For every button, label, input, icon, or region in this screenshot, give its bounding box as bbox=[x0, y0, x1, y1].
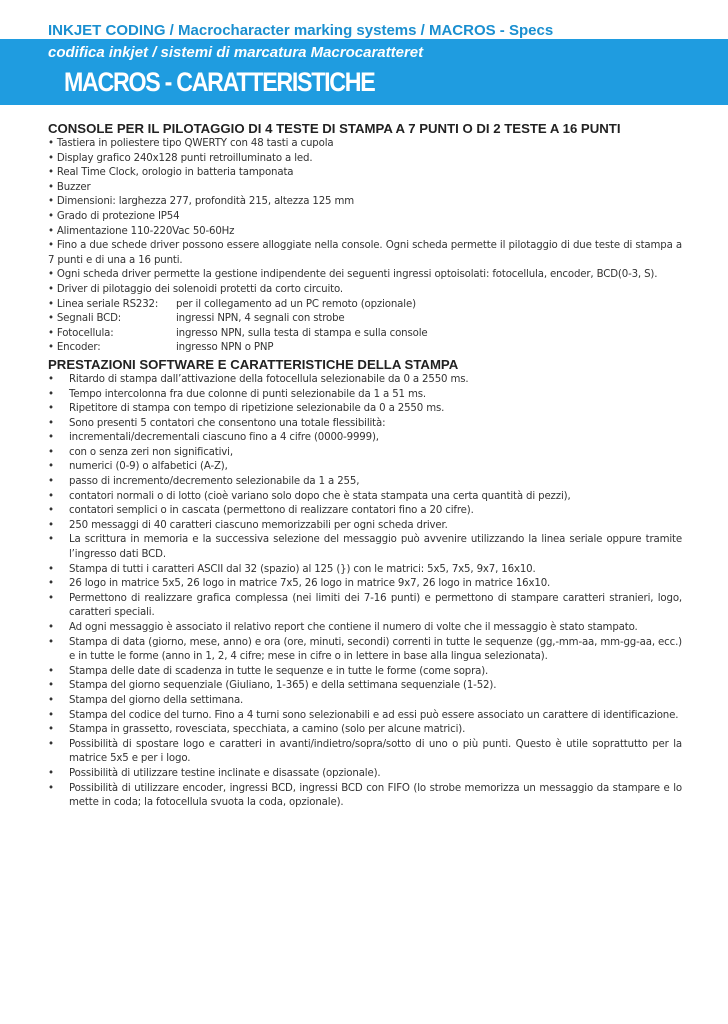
list-item: • Ogni scheda driver permette la gestione indipendente dei seguenti ingressi optoisolati: fotocellula, encoder, BCD(0-3, S). bbox=[48, 269, 658, 281]
list-item: • numerici (0-9) o alfabetici (A-Z), bbox=[48, 460, 682, 475]
list-item: • passo di incremento/decremento selezionabile da 1 a 255, bbox=[48, 475, 682, 490]
title-banner bbox=[0, 39, 728, 105]
list-item: • Driver di pilotaggio dei solenoidi protetti da corto circuito. bbox=[48, 283, 344, 295]
list-item: • contatori normali o di lotto (cioè variano solo dopo che è stata stampata una certa quantità di pezzi), bbox=[48, 490, 682, 505]
document-top-title: INKJET CODING / Macrocharacter marking systems / MACROS - Specs bbox=[48, 22, 554, 39]
banner-subtitle: codifica inkjet / sistemi di marcatura Macrocaratteret bbox=[48, 44, 424, 61]
list-item: • con o senza zeri non significativi, bbox=[48, 446, 682, 461]
list-item: • Stampa del giorno sequenziale (Giuliano, 1-365) e della settimana sequenziale (1-52). bbox=[48, 679, 682, 694]
list-item: • Ritardo di stampa dall’attivazione della fotocellula selezionabile da 0 a 2550 ms. bbox=[48, 373, 682, 388]
console-features-list bbox=[48, 137, 682, 356]
list-item: • La scrittura in memoria e la successiva selezione del messaggio può avvenire utilizzando la linea seriale oppure tramite l’ingresso dati BCD. bbox=[48, 533, 682, 562]
list-item: • Real Time Clock, orologio in batteria tamponata bbox=[48, 167, 294, 179]
list-item: • Grado di protezione IP54 bbox=[48, 210, 180, 222]
spec-row-bcd: • Segnali BCD: ingressi NPN, 4 segnali con strobe bbox=[48, 313, 345, 325]
section2-heading: PRESTAZIONI SOFTWARE E CARATTERISTICHE DELLA STAMPA bbox=[48, 356, 459, 372]
list-item: • Permettono di realizzare grafica complessa (nei limiti dei 7-16 punti) e permettono di stampare caratteri stranieri, logo, caratteri speciali. bbox=[48, 592, 682, 621]
list-item: • Alimentazione 110-220Vac 50-60Hz bbox=[48, 225, 235, 237]
list-item: • Sono presenti 5 contatori che consentono una totale flessibilità: bbox=[48, 417, 682, 432]
list-item: • Tastiera in poliestere tipo QWERTY con 48 tasti a cupola bbox=[48, 138, 334, 149]
list-item: • Stampa del codice del turno. Fino a 4 turni sono selezionabili e ad essi può essere associato un carattere di identificazione. bbox=[48, 709, 682, 724]
list-item: • Stampa di tutti i caratteri ASCII dal 32 (spazio) al 125 (}) con le matrici: 5x5, 7x5, 9x7, 16x10. bbox=[48, 563, 682, 578]
list-item: • Stampa di data (giorno, mese, anno) e ora (ore, minuti, secondi) correnti in tutte le sequenze (gg,-mm-aa, mm-gg-aa, ecc.) e in tutte le forme (anno in 1, 2, 4 cifre; mese in cifre o in lettere in base alla lingua selezionata). bbox=[48, 636, 682, 665]
spec-row-photocell: • Fotocellula: ingresso NPN, sulla testa di stampa e sulla console bbox=[48, 327, 428, 339]
document-body bbox=[48, 120, 682, 811]
list-item: • Ad ogni messaggio è associato il relativo report che contiene il numero di volte che il messaggio è stato stampato. bbox=[48, 621, 682, 636]
list-item: • Possibilità di utilizzare encoder, ingressi BCD, ingressi BCD con FIFO (lo strobe memorizza un messaggio da stampare e lo mette in coda; la fotocellula svuota la coda, opzionale). bbox=[48, 782, 682, 811]
list-item: • Ripetitore di stampa con tempo di ripetizione selezionabile da 0 a 2550 ms. bbox=[48, 402, 682, 417]
list-item: • Tempo intercolonna fra due colonne di punti selezionabile da 1 a 51 ms. bbox=[48, 388, 682, 403]
list-item: • Dimensioni: larghezza 277, profondità 215, altezza 125 mm bbox=[48, 196, 355, 208]
list-item: • Possibilità di utilizzare testine inclinate e disassate (opzionale). bbox=[48, 767, 682, 782]
section1-heading: CONSOLE PER IL PILOTAGGIO DI 4 TESTE DI STAMPA A 7 PUNTI O DI 2 TESTE A 16 PUNTI bbox=[48, 121, 621, 136]
spec-row-encoder: • Encoder: ingresso NPN o PNP bbox=[48, 342, 274, 354]
list-item: • Possibilità di spostare logo e caratteri in avanti/indietro/sopra/sotto di uno o più punti. Questo è utile soprattutto per la matrice 5x5 e per i logo. bbox=[48, 738, 682, 767]
page-title: MACROS - CARATTERISTICHE bbox=[64, 67, 375, 97]
spec-row-serial: • Linea seriale RS232: per il collegamento ad un PC remoto (opzionale) bbox=[48, 298, 416, 310]
list-item: • Fino a due schede driver possono essere alloggiate nella console. Ogni scheda permette il pilotaggio di due teste di stampa a 7 punti e di una a 16 punti. bbox=[48, 240, 682, 266]
list-item: • Display grafico 240x128 punti retroilluminato a led. bbox=[48, 152, 313, 164]
list-item: • Buzzer bbox=[48, 181, 91, 193]
software-features-list bbox=[48, 373, 682, 811]
list-item: • 26 logo in matrice 5x5, 26 logo in matrice 7x5, 26 logo in matrice 9x7, 26 logo in matrice 16x10. bbox=[48, 577, 682, 592]
list-item: • incrementali/decrementali ciascuno fino a 4 cifre (0000-9999), bbox=[48, 431, 682, 446]
list-item: • Stampa del giorno della settimana. bbox=[48, 694, 682, 709]
list-item: • Stampa delle date di scadenza in tutte le sequenze e in tutte le forme (come sopra). bbox=[48, 665, 682, 680]
list-item: • Stampa in grassetto, rovesciata, specchiata, a camino (solo per alcune matrici). bbox=[48, 723, 682, 738]
list-item: • contatori semplici o in cascata (permettono di realizzare contatori fino a 20 cifre). bbox=[48, 504, 682, 519]
list-item: • 250 messaggi di 40 caratteri ciascuno memorizzabili per ogni scheda driver. bbox=[48, 519, 682, 534]
